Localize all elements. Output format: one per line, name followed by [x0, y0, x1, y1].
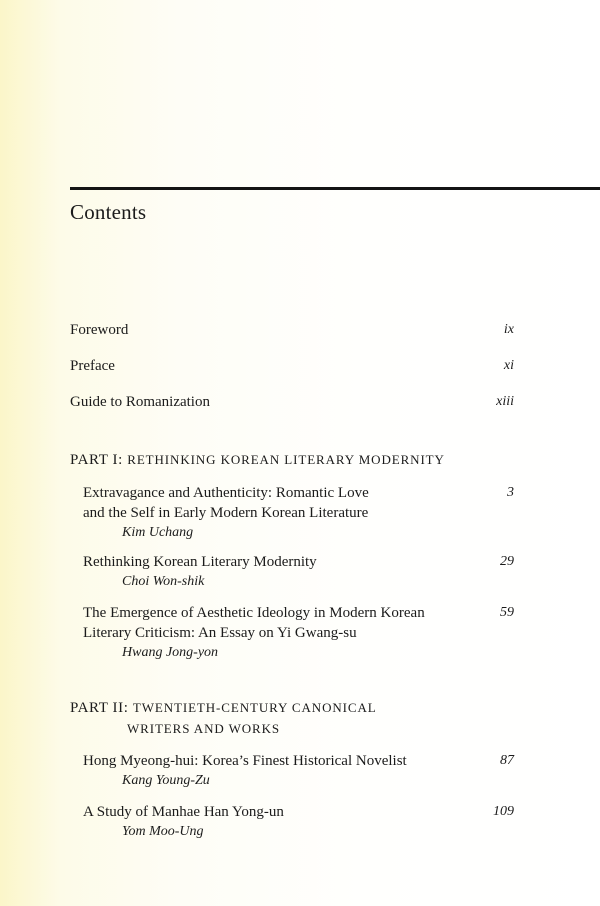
toc-page-number: 59: [500, 605, 514, 620]
toc-entry-label: Foreword: [70, 322, 129, 338]
chapter-title-line: Rethinking Korean Literary Modernity: [83, 554, 317, 570]
chapter-title-line: A Study of Manhae Han Yong-un: [83, 804, 284, 820]
toc-entry-chapter-3[interactable]: [83, 603, 514, 663]
toc-page-number: 3: [507, 485, 514, 500]
part-heading-2: [70, 700, 377, 717]
part-prefix: PART I:: [70, 452, 123, 468]
chapter-author: Hwang Jong-yon: [122, 645, 219, 660]
toc-page-number: 87: [500, 753, 514, 768]
chapter-author: Yom Moo-Ung: [122, 824, 204, 839]
toc-entry-label: Preface: [70, 358, 115, 374]
header-rule: [70, 187, 600, 190]
toc-entry-guide-to-romanization[interactable]: [70, 394, 514, 411]
toc-entry-label: Guide to Romanization: [70, 394, 210, 410]
part-title: TWENTIETH-CENTURY CANONICAL: [132, 700, 377, 715]
part-prefix: PART II:: [70, 700, 129, 716]
toc-entry-chapter-5[interactable]: [83, 802, 514, 842]
page-title: Contents: [70, 200, 147, 224]
toc-entry-chapter-1[interactable]: [83, 483, 514, 543]
toc-page-number: xi: [503, 358, 514, 373]
part-title: RETHINKING KOREAN LITERARY MODERNITY: [127, 452, 445, 467]
chapter-title-line: and the Self in Early Modern Korean Literature: [83, 505, 369, 521]
toc-entry-preface[interactable]: [70, 358, 514, 375]
toc-page-number: 109: [493, 804, 514, 819]
toc-entry-chapter-4[interactable]: [83, 751, 514, 791]
chapter-title-line: Literary Criticism: An Essay on Yi Gwang-su: [83, 625, 357, 641]
chapter-title-line: The Emergence of Aesthetic Ideology in Modern Korean: [83, 605, 425, 621]
part-heading-1: [70, 452, 445, 469]
chapter-title-line: Hong Myeong-hui: Korea’s Finest Historical Novelist: [83, 753, 407, 769]
chapter-title-line: Extravagance and Authenticity: Romantic Love: [83, 485, 369, 501]
chapter-author: Choi Won-shik: [122, 574, 205, 589]
toc-page-number: 29: [500, 554, 514, 569]
chapter-author: Kang Young-Zu: [122, 773, 210, 788]
chapter-author: Kim Uchang: [122, 525, 194, 540]
toc-entry-chapter-2[interactable]: [83, 552, 514, 592]
toc-page-number: ix: [503, 322, 514, 337]
toc-page-number: xiii: [496, 394, 514, 409]
part-heading-2-continued: [127, 721, 280, 738]
part-title: WRITERS AND WORKS: [127, 721, 281, 736]
toc-entry-foreword[interactable]: [70, 322, 514, 339]
